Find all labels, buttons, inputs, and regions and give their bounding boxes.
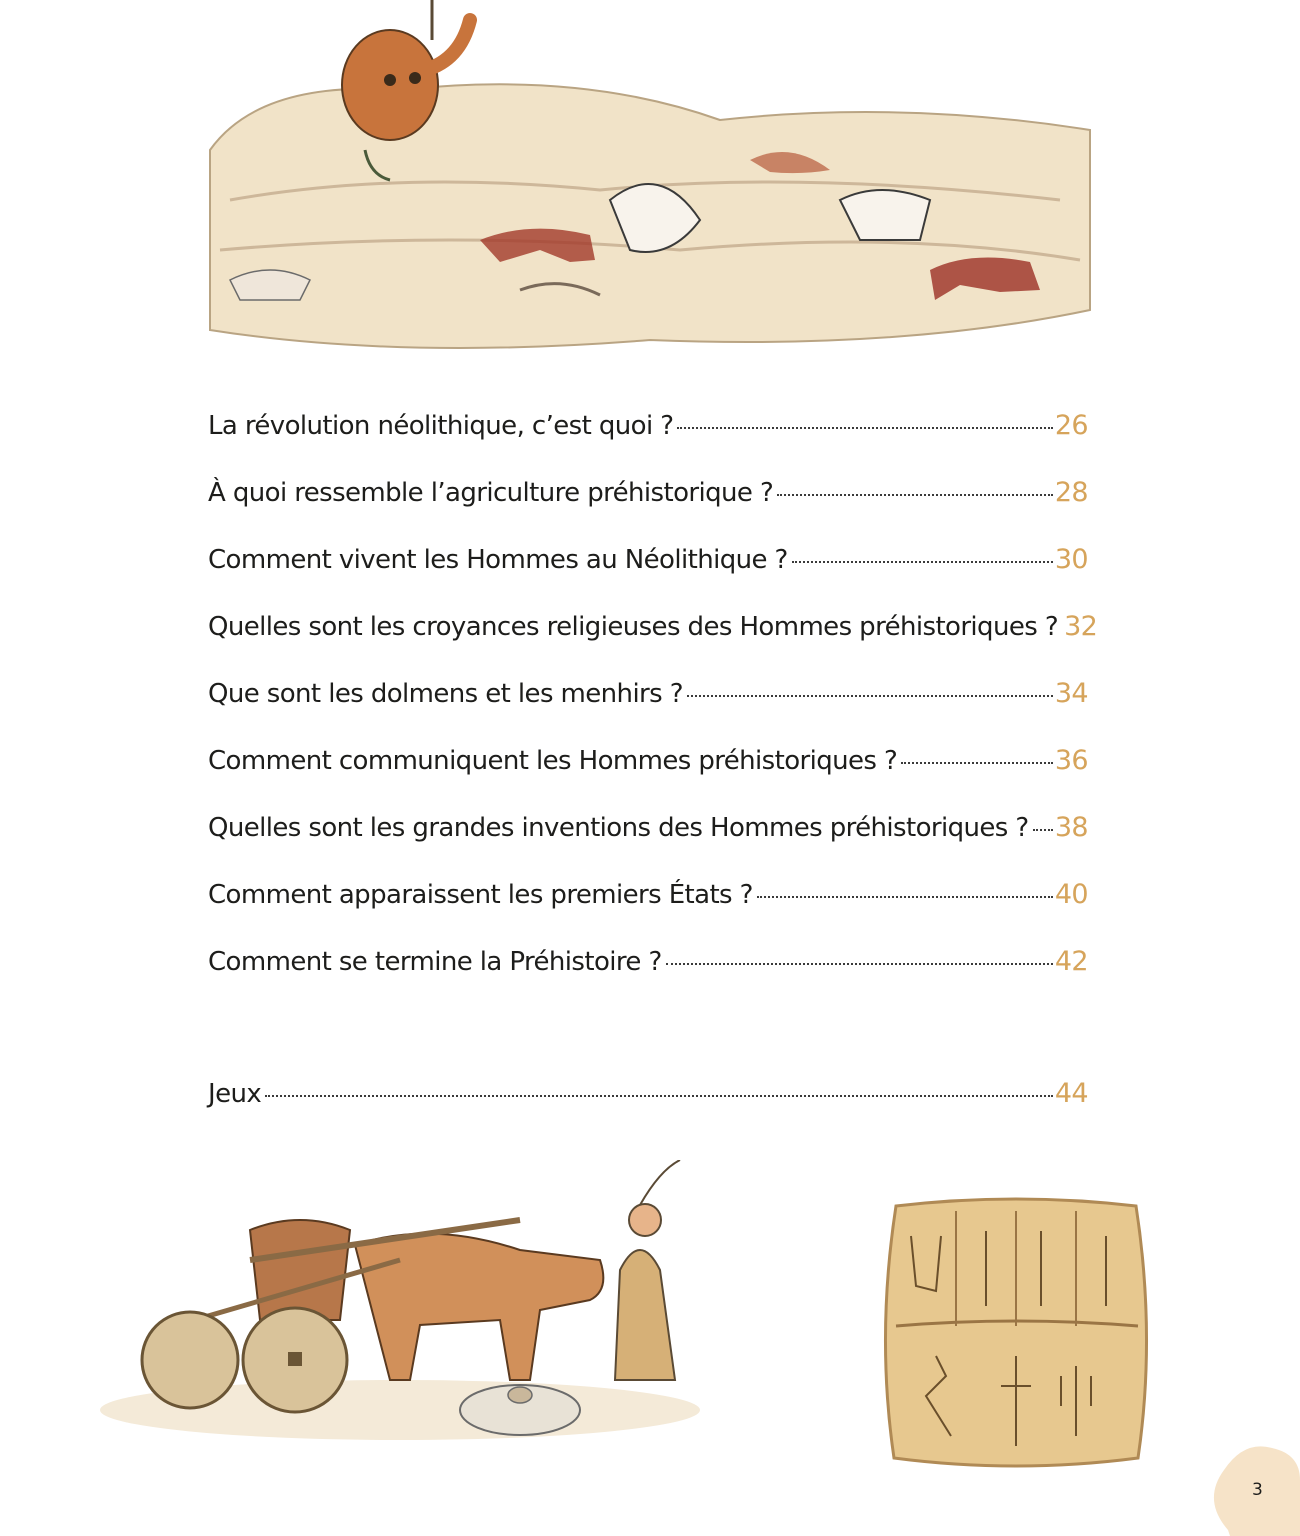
dot-leader — [677, 427, 1052, 429]
toc-entry-page: 38 — [1054, 812, 1088, 843]
toc-entry-page: 32 — [1064, 611, 1098, 642]
cave-painting-illustration — [200, 0, 1100, 380]
ox-cart-illustration — [100, 1160, 740, 1460]
toc-entry-page: 40 — [1054, 879, 1088, 910]
toc-entry[interactable] — [208, 611, 1098, 678]
toc-entry-page: 44 — [1054, 1078, 1088, 1109]
toc-entry[interactable] — [208, 812, 1088, 879]
toc-entry[interactable] — [208, 745, 1088, 812]
dot-leader — [757, 896, 1053, 898]
toc-entry[interactable] — [208, 544, 1088, 611]
dot-leader — [777, 494, 1053, 496]
toc-entry-page: 36 — [1054, 745, 1088, 776]
table-of-contents — [208, 410, 1098, 1013]
toc-entry-page: 34 — [1054, 678, 1088, 709]
toc-entry[interactable] — [208, 946, 1088, 1013]
toc-entry[interactable] — [208, 410, 1088, 477]
clay-tablet-illustration — [876, 1196, 1156, 1472]
toc-entry-title: Comment communiquent les Hommes préhistoriques ? — [208, 746, 898, 776]
toc-entry-title: Comment apparaissent les premiers États ? — [208, 880, 753, 910]
toc-entry-page: 26 — [1054, 410, 1088, 441]
toc-entry-title: À quoi ressemble l’agriculture préhistorique ? — [208, 478, 774, 508]
page-number: 3 — [1252, 1480, 1263, 1500]
toc-entry-title: Quelles sont les croyances religieuses des Hommes préhistoriques ? — [208, 612, 1059, 642]
toc-entry[interactable] — [208, 477, 1088, 544]
dot-leader — [1033, 829, 1053, 831]
toc-entry-page: 28 — [1054, 477, 1088, 508]
dot-leader — [901, 762, 1053, 764]
toc-entry-title: Quelles sont les grandes inventions des Hommes préhistoriques ? — [208, 813, 1029, 843]
toc-entry-title: Jeux — [208, 1079, 262, 1109]
toc-entry-title: Comment se termine la Préhistoire ? — [208, 947, 662, 977]
toc-entry-page: 30 — [1054, 544, 1088, 575]
toc-entry-title: La révolution néolithique, c’est quoi ? — [208, 411, 674, 441]
dot-leader — [792, 561, 1053, 563]
toc-entry[interactable] — [208, 678, 1088, 745]
dot-leader — [265, 1095, 1053, 1097]
toc-entry-page: 42 — [1054, 946, 1088, 977]
dot-leader — [687, 695, 1053, 697]
toc-entry-games[interactable] — [208, 1078, 1088, 1145]
toc-entry[interactable] — [208, 879, 1088, 946]
toc-entry-title: Comment vivent les Hommes au Néolithique ? — [208, 545, 788, 575]
dot-leader — [666, 963, 1053, 965]
toc-entry-title: Que sont les dolmens et les menhirs ? — [208, 679, 683, 709]
